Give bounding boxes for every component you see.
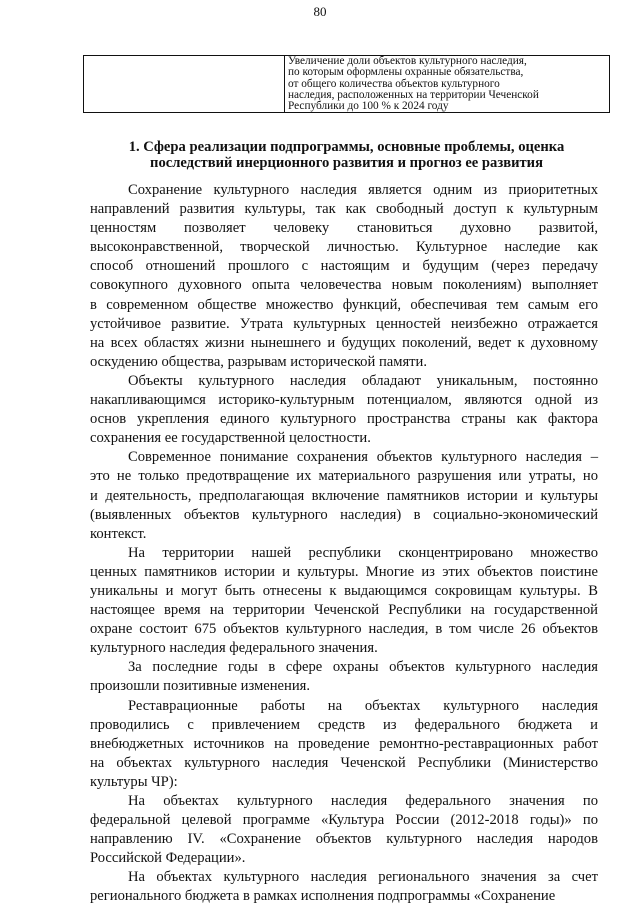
- paragraph-line: на объектах культурного наследия Чеченской Республики (Министерство: [90, 754, 598, 771]
- table-cell-indicator: [285, 56, 610, 113]
- paragraph-line: высоконравственной, творческой личностью. Культурное наследие как: [90, 239, 598, 256]
- paragraph-line: внебюджетных источников на проведение ремонтно-реставрационных работ: [90, 735, 598, 752]
- paragraph-line: настоящее время на территории Чеченской Республики на государственной: [90, 602, 598, 619]
- paragraph-line: направлений развития культуры, так как свободный доступ к культурным: [90, 201, 598, 218]
- paragraph-line: На территории нашей республики сконцентрировано множество: [128, 544, 598, 561]
- paragraph-line: направлению IV. «Сохранение объектов культурного наследия народов: [90, 831, 598, 848]
- table-cell-line: Увеличение доли объектов культурного наследия,: [288, 55, 527, 67]
- paragraph-line: На объектах культурного наследия регионального значения за счет: [128, 869, 598, 886]
- paragraph-line: ценностям позволяет человеку становиться духовно развитой,: [90, 220, 598, 237]
- paragraph-line: ценных памятников истории и культуры. Многие из этих объектов поистине: [90, 563, 598, 580]
- section-title: [83, 139, 610, 171]
- paragraph-line: федеральной целевой программе «Культура России (2012-2018 годы)» по: [90, 812, 598, 829]
- table-cell-line: Республики до 100 % к 2024 году: [288, 100, 449, 113]
- paragraph: [90, 658, 598, 696]
- table-cell-line: наследия, расположенных на территории Чеченской: [288, 88, 539, 101]
- paragraph-line: регионального бюджета в рамках исполнения подпрограммы «Сохранение: [90, 888, 556, 905]
- paragraph-line: в современном обществе множество функций, обеспечивая тем самым его: [90, 296, 598, 313]
- paragraph-line: На объектах культурного наследия федерального значения по: [128, 793, 598, 809]
- page-number: 80: [313, 4, 327, 19]
- paragraph-line: уникальны и могут быть отнесены к выдающимся сокровищам культуры. В: [90, 582, 598, 599]
- paragraph-line: произошли позитивные изменения.: [90, 678, 311, 695]
- paragraph: [90, 372, 598, 448]
- paragraph-line: оскудению общества, разрывам исторической памяти.: [90, 353, 428, 370]
- paragraph-line: устойчивое развитие. Утрата культурных ценностей неизбежно отражается: [90, 315, 598, 332]
- paragraph-line: За последние годы в сфере охраны объектов культурного наследия: [128, 659, 598, 676]
- paragraph-line: сохранения ее государственной целостности.: [90, 430, 371, 447]
- paragraph-line: культуры ЧР):: [90, 773, 178, 790]
- indicator-table: [83, 55, 610, 113]
- paragraph-line: Российской Федерации».: [90, 850, 246, 867]
- paragraph-line: накапливающимся историко-культурным потенциалом, являются одной из: [90, 392, 598, 409]
- paragraph: [90, 181, 598, 372]
- section-title-line: 1. Сфера реализации подпрограммы, основные проблемы, оценка: [128, 139, 565, 155]
- paragraph-line: культурного наследия федерального значения.: [90, 640, 378, 657]
- table-cell-line: от общего количества объектов культурного: [288, 77, 500, 90]
- paragraph-line: Объекты культурного наследия обладают уникальным, постоянно: [128, 372, 598, 389]
- table-row: [84, 56, 610, 113]
- paragraph: [90, 868, 598, 906]
- paragraph-line: Сохранение культурного наследия является одним из приоритетных: [128, 182, 598, 198]
- paragraph-line: Современное понимание сохранения объектов культурного наследия –: [128, 449, 598, 466]
- table-cell-empty: [84, 56, 285, 113]
- paragraph: [90, 792, 598, 868]
- paragraph-line: основ укрепления единого культурного пространства страны как фактора: [90, 411, 598, 428]
- paragraph-line: (выявленных объектов культурного наследия) в социально-экономический: [90, 506, 598, 523]
- paragraph-line: проводились с привлечением средств из федерального бюджета и: [90, 716, 598, 733]
- table-cell-line: по которым оформлены охранные обязательства,: [288, 66, 524, 79]
- paragraph-line: охране состоит 675 объектов культурного наследия, в том числе 26 объектов: [90, 621, 598, 638]
- paragraph: [90, 544, 598, 659]
- paragraph-line: Реставрационные работы на объектах культурного наследия: [128, 697, 598, 714]
- paragraph-line: способ отношений прошлого с настоящим и будущим (через передачу: [90, 258, 598, 275]
- paragraph-line: это не только предотвращение их материального разрушения или утраты, но: [90, 468, 598, 485]
- paragraph-line: на всех областях жизни нынешнего и будущих поколений, ведет к духовному: [90, 334, 598, 351]
- paragraph-line: и деятельность, предполагающая включение памятников истории и культуры: [90, 487, 598, 504]
- section-title-line: последствий инерционного развития и прогноз ее развития: [150, 155, 543, 171]
- body-text: [90, 181, 598, 907]
- paragraph: [90, 448, 598, 543]
- paragraph-line: контекст.: [90, 525, 147, 542]
- paragraph-line: совокупного духовного опыта человечества новым поколениям) выполняет: [90, 277, 598, 294]
- paragraph: [90, 697, 598, 792]
